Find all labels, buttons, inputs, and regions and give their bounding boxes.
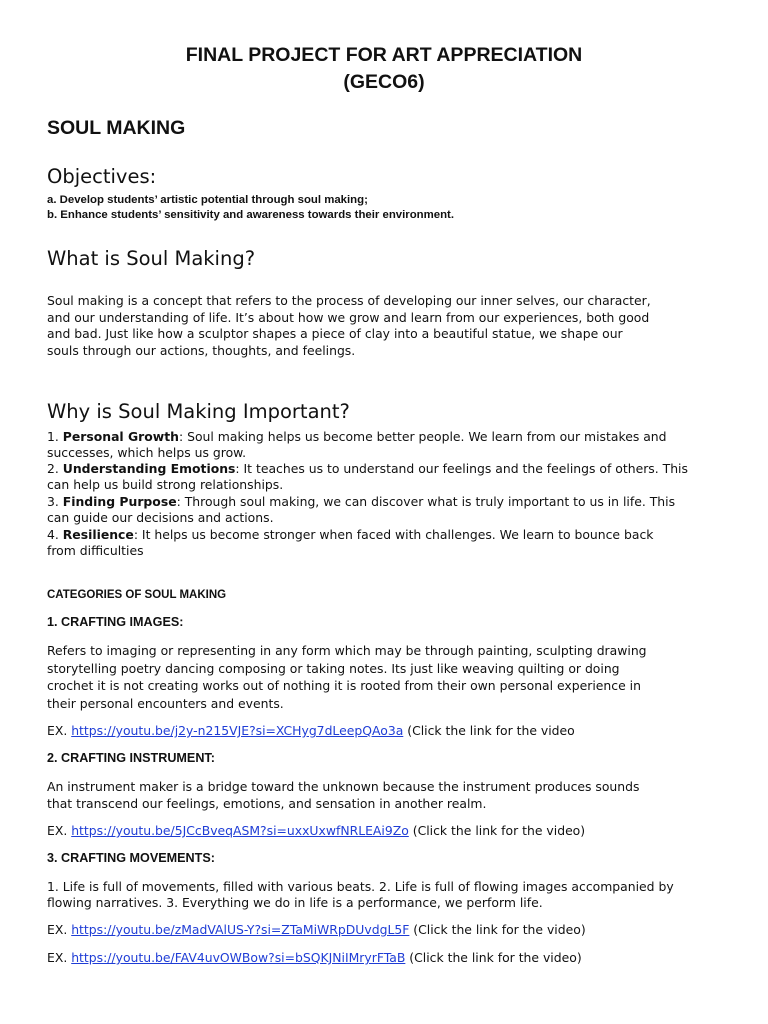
why-item-continued: from difficulties [47,543,144,558]
item-term: Understanding Emotions [62,461,236,476]
item-text: : Soul making helps us become better people. We learn from our mistakes and [178,429,667,444]
paragraph-line: and our understanding of life. It’s about how we grow and learn from our experiences, both good [47,310,650,325]
item-number: 2. [47,461,63,476]
example-prefix: EX. [47,922,72,937]
example-line [47,723,575,740]
example-line [47,950,582,967]
item-term: Finding Purpose [62,494,177,509]
why-item [47,527,653,544]
document-title: FINAL PROJECT FOR ART APPRECIATION [185,44,583,66]
example-line [47,823,585,840]
item-number: 3. [47,494,63,509]
crafting-instrument-heading: 2. CRAFTING INSTRUMENT: [47,751,215,765]
item-term: Personal Growth [62,429,179,444]
paragraph-line: Refers to imaging or representing in any form which may be through painting, sculpting drawing [47,643,647,658]
paragraph-line: 1. Life is full of movements, filled with various beats. 2. Life is full of flowing images accompanied by [47,879,674,894]
crafting-images-heading: 1. CRAFTING IMAGES: [47,615,184,629]
why-item [47,429,667,446]
objective-item: a. Develop students’ artistic potential through soul making; [47,194,368,206]
example-prefix: EX. [47,723,72,738]
why-item [47,461,688,478]
why-item-continued: can guide our decisions and actions. [47,510,274,525]
item-number: 4. [47,527,63,542]
example-line [47,922,586,939]
paragraph-line: crochet it is not creating works out of nothing it is rooted from their own personal experience in [47,678,641,693]
document-course-code: (GECO6) [343,71,425,93]
why-item [47,494,675,511]
item-text: : Through soul making, we can discover what is truly important to us in life. This [176,494,676,509]
why-item-continued: can help us build strong relationships. [47,477,284,492]
video-link[interactable]: https://youtu.be/5JCcBveqASM?si=uxxUxwfNRLEAi9Zo [71,823,409,838]
item-number: 1. [47,429,63,444]
video-link[interactable]: https://youtu.be/FAV4uvOWBow?si=bSQKJNiIMryrFTaB [71,950,406,965]
example-suffix: (Click the link for the video) [405,950,582,965]
example-suffix: (Click the link for the video [403,723,575,738]
item-text: : It teaches us to understand our feelings and the feelings of others. This [235,461,688,476]
paragraph-line: and bad. Just like how a sculptor shapes a piece of clay into a beautiful statue, we shape our [47,326,623,341]
paragraph-line: souls through our actions, thoughts, and feelings. [47,343,356,358]
paragraph-line: their personal encounters and events. [47,696,284,711]
example-suffix: (Click the link for the video) [408,823,586,838]
video-link[interactable]: https://youtu.be/j2y-n215VJE?si=XCHyg7dLeepQAo3a [71,723,404,738]
categories-heading: CATEGORIES OF SOUL MAKING [47,589,227,601]
item-term: Resilience [62,527,134,542]
paragraph-line: storytelling poetry dancing composing or taking notes. Its just like weaving quilting or doing [47,661,620,676]
item-text: : It helps us become stronger when faced with challenges. We learn to bounce back [133,527,654,542]
why-item-continued: successes, which helps us grow. [47,445,247,460]
paragraph-line: Soul making is a concept that refers to the process of developing our inner selves, our character, [47,293,651,308]
why-heading: Why is Soul Making Important? [47,400,350,423]
objective-item: b. Enhance students’ sensitivity and awareness towards their environment. [47,209,455,221]
example-prefix: EX. [47,950,72,965]
paragraph-line: that transcend our feelings, emotions, and sensation in another realm. [47,796,487,811]
what-is-heading: What is Soul Making? [47,247,256,270]
example-prefix: EX. [47,823,72,838]
paragraph-line: An instrument maker is a bridge toward the unknown because the instrument produces sounds [47,779,640,794]
paragraph-line: flowing narratives. 3. Everything we do in life is a performance, we perform life. [47,895,543,910]
example-suffix: (Click the link for the video) [409,922,586,937]
crafting-movements-heading: 3. CRAFTING MOVEMENTS: [47,851,215,865]
video-link[interactable]: https://youtu.be/zMadVAlUS-Y?si=ZTaMiWRpDUvdgL5F [71,922,410,937]
objectives-heading: Objectives: [47,165,157,188]
section-heading-soul-making: SOUL MAKING [47,117,186,139]
